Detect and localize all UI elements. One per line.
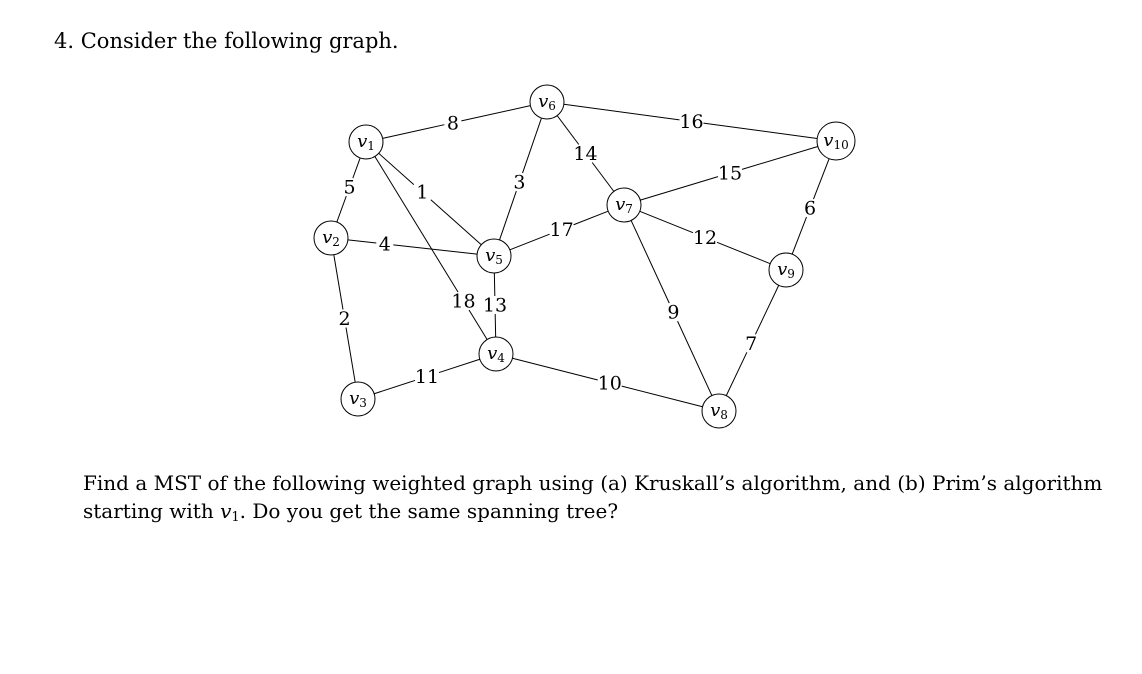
edge-weight-v10-v9: 6	[803, 197, 817, 220]
start-vertex-symbol: v	[220, 499, 232, 523]
node-label-base-v4: v	[487, 343, 498, 364]
start-vertex-subscript: 1	[231, 510, 240, 525]
edge-line-v1-v2-b	[337, 196, 346, 222]
edge-line-v6-v7-b	[592, 163, 614, 192]
edge-line-v6-v7-a	[557, 116, 579, 145]
edge-weight-v2-v3: 2	[338, 308, 351, 330]
graph-edges	[334, 104, 829, 407]
node-label-base-v7: v	[615, 194, 626, 215]
node-label-sub-v8: 8	[720, 408, 728, 422]
edge-line-v6-v10-b	[704, 123, 818, 138]
node-label-sub-v7: 7	[625, 202, 633, 216]
node-label-base-v5: v	[485, 245, 496, 266]
edge-line-v1-v4-a	[375, 156, 458, 292]
edge-line-v6-v5-b	[500, 191, 517, 240]
edge-v6-v10	[564, 104, 817, 138]
edge-weight-v3-v4: 11	[414, 366, 440, 388]
edge-line-v2-v5-a	[348, 240, 376, 243]
edge-v9-v8	[726, 285, 778, 395]
edge-weight-v1-v2: 5	[343, 176, 356, 199]
edge-v1-v2	[337, 158, 360, 222]
edge-line-v10-v9-b	[792, 217, 806, 254]
node-label-base-v6: v	[538, 91, 549, 112]
edge-v7-v10	[640, 146, 818, 200]
edge-weight-v1-v5: 1	[416, 181, 429, 204]
edge-line-v7-v8-a	[631, 220, 669, 303]
edge-line-v7-v9-a	[640, 211, 693, 232]
edge-line-v3-v4-b	[439, 359, 480, 372]
node-label-sub-v5: 5	[495, 253, 503, 267]
node-v6	[530, 85, 564, 119]
edge-v5-v4	[483, 273, 507, 337]
edge-weight-v7-v9: 12	[692, 227, 718, 249]
edge-line-v5-v7-a	[510, 234, 550, 250]
question-line-2-end: . Do you get the same spanning tree?	[239, 499, 619, 523]
edge-weight-v6-v10: 16	[679, 111, 704, 133]
question-line-1: Find a MST of the following weighted graph using (a) Kruskall’s algorithm, and (b) Prim’s algorithm	[83, 471, 1103, 495]
edge-v6-v7	[557, 116, 614, 192]
question-line-2-start: starting with	[83, 499, 214, 523]
question-text	[83, 469, 1123, 532]
edge-line-v10-v9-a	[813, 159, 829, 199]
edge-weight-v6-v7: 14	[573, 143, 598, 165]
edge-line-v7-v10-b	[742, 146, 818, 169]
edge-weight-v7-v8: 9	[667, 301, 680, 324]
edge-line-v1-v5-b	[431, 200, 481, 245]
edge-v2-v5	[348, 233, 477, 255]
edge-v3-v4	[374, 359, 480, 393]
edge-line-v2-v3-a	[334, 255, 343, 310]
edge-v1-v4	[375, 156, 487, 339]
node-label-sub-v3: 3	[359, 396, 367, 410]
node-v10	[817, 122, 855, 160]
edge-line-v2-v5-b	[393, 245, 477, 254]
edge-line-v2-v3-b	[346, 328, 355, 383]
edge-weight-v1-v4: 18	[451, 290, 476, 313]
edge-line-v4-v8-b	[622, 386, 703, 407]
problem-title: Consider the following graph.	[80, 29, 399, 53]
node-v2	[314, 221, 348, 255]
edge-line-v9-v8-b	[726, 352, 747, 395]
node-label-base-v1: v	[357, 131, 368, 152]
edge-line-v7-v8-b	[678, 321, 712, 395]
edge-line-v7-v9-b	[717, 242, 770, 263]
edge-v5-v7	[510, 211, 608, 250]
node-label-sub-v6: 6	[548, 99, 556, 113]
node-label-sub-v4: 4	[497, 351, 505, 365]
node-label-sub-v9: 9	[787, 267, 795, 281]
node-v1	[349, 125, 383, 159]
edge-v7-v9	[640, 211, 770, 263]
edge-line-v1-v6-b	[461, 106, 530, 121]
question-line-2	[83, 497, 1123, 532]
node-v4	[479, 337, 513, 371]
node-v9	[769, 253, 803, 287]
edge-weight-v5-v4: 13	[482, 294, 508, 317]
edge-weight-v4-v8: 10	[597, 372, 622, 395]
edge-line-v7-v10-a	[640, 177, 718, 200]
node-label-sub-v2: 2	[332, 235, 340, 249]
edge-line-v9-v8-a	[755, 285, 778, 334]
edge-v6-v5	[500, 118, 542, 240]
edge-weight-v2-v5: 4	[378, 233, 391, 256]
edge-v2-v3	[334, 255, 355, 382]
node-label-sub-v1: 1	[367, 139, 375, 153]
problem-number: 4.	[54, 29, 75, 53]
node-label-base-v10: v	[823, 130, 834, 151]
node-v3	[341, 382, 375, 416]
edge-weight-v7-v10: 15	[717, 162, 743, 185]
edge-weight-v1-v6: 8	[446, 112, 459, 135]
edge-v1-v5	[379, 153, 482, 244]
edge-weight-v9-v8: 7	[745, 332, 758, 355]
edge-weight-v6-v5: 3	[513, 171, 526, 194]
edge-line-v3-v4-a	[374, 380, 415, 393]
node-label-base-v8: v	[710, 400, 721, 421]
edge-line-v6-v10-a	[564, 104, 680, 120]
node-label-base-v9: v	[777, 259, 788, 280]
node-v7	[607, 188, 641, 222]
edge-v1-v6	[383, 106, 531, 139]
edge-line-v6-v5-a	[523, 118, 542, 173]
node-label-sub-v10: 10	[833, 138, 849, 152]
edge-line-v1-v2-a	[353, 158, 360, 178]
node-v5	[477, 239, 511, 273]
node-label-base-v2: v	[322, 227, 333, 248]
edge-line-v1-v5-a	[379, 153, 414, 184]
edge-line-v4-v8-a	[512, 358, 597, 380]
edge-line-v5-v7-b	[574, 211, 609, 225]
edge-v4-v8	[512, 358, 702, 407]
node-label-base-v3: v	[349, 388, 360, 409]
node-v8	[702, 394, 736, 428]
edge-line-v1-v6-a	[383, 125, 445, 139]
edge-v10-v9	[792, 159, 829, 254]
edge-weight-v5-v7: 17	[549, 218, 574, 241]
